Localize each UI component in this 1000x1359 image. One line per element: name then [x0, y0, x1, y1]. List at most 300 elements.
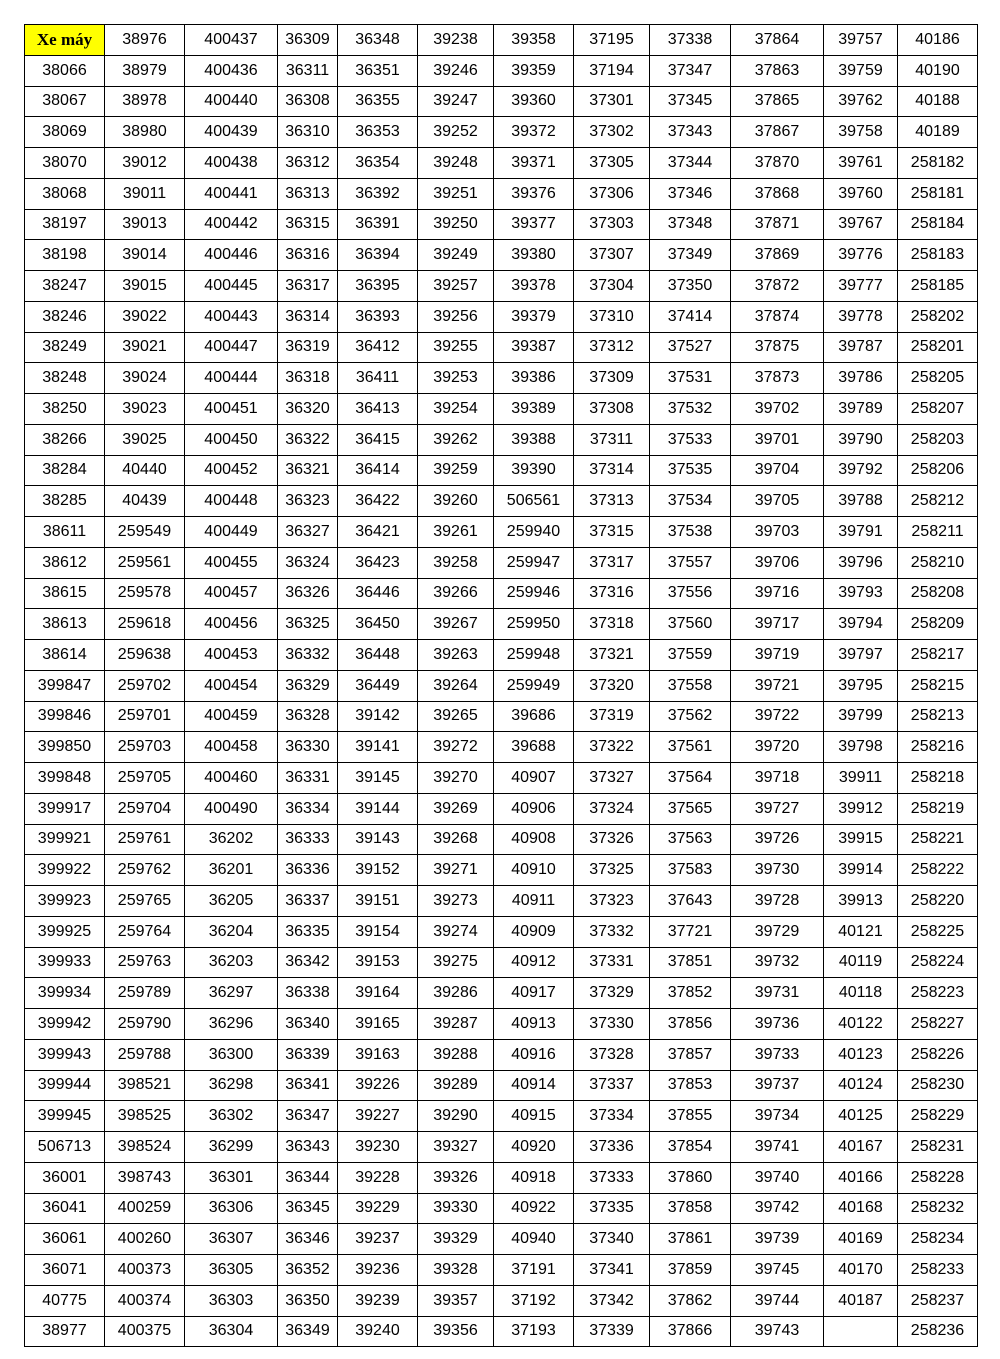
table-cell: 36328: [278, 701, 338, 732]
table-cell: 39791: [824, 517, 898, 548]
table-cell: 400454: [185, 670, 278, 701]
table-cell: 36351: [338, 55, 418, 86]
table-cell: 36314: [278, 301, 338, 332]
table-cell: 400437: [185, 25, 278, 56]
table-cell: 39706: [731, 547, 824, 578]
table-cell: 39228: [338, 1162, 418, 1193]
table-cell: 400460: [185, 763, 278, 794]
table-cell: 40121: [824, 916, 898, 947]
table-cell: 37337: [574, 1070, 650, 1101]
table-cell: 36327: [278, 517, 338, 548]
table-cell: 39718: [731, 763, 824, 794]
table-cell: 39250: [418, 209, 494, 240]
table-cell: 399945: [25, 1101, 105, 1132]
table-cell: 40123: [824, 1039, 898, 1070]
table-row: [25, 240, 978, 271]
table-cell: 36308: [278, 86, 338, 117]
table-cell: 259549: [105, 517, 185, 548]
table-cell: 40913: [494, 1009, 574, 1040]
table-cell: 40906: [494, 793, 574, 824]
table-cell: 258216: [898, 732, 978, 763]
table-cell: 39787: [824, 332, 898, 363]
table-row: [25, 394, 978, 425]
table-cell: 36412: [338, 332, 418, 363]
table-cell: 39163: [338, 1039, 418, 1070]
table-row: [25, 1039, 978, 1070]
table-cell: 38614: [25, 640, 105, 671]
table-cell: 39716: [731, 578, 824, 609]
table-cell: 37852: [650, 978, 731, 1009]
table-row: [25, 86, 978, 117]
table-cell: 36071: [25, 1255, 105, 1286]
table-cell: 37721: [650, 916, 731, 947]
table-cell: 39257: [418, 271, 494, 302]
table-cell: 40908: [494, 824, 574, 855]
table-cell: 39226: [338, 1070, 418, 1101]
table-cell: 39722: [731, 701, 824, 732]
table-cell: 258205: [898, 363, 978, 394]
table-cell: 259940: [494, 517, 574, 548]
table-cell: 37558: [650, 670, 731, 701]
table-cell: 40169: [824, 1224, 898, 1255]
table-cell: 37321: [574, 640, 650, 671]
table-cell: 38197: [25, 209, 105, 240]
table-cell: 506713: [25, 1132, 105, 1163]
table-cell: 38066: [25, 55, 105, 86]
table-cell: 40922: [494, 1193, 574, 1224]
table-cell: 40910: [494, 855, 574, 886]
table-cell: 37324: [574, 793, 650, 824]
table-cell: 37853: [650, 1070, 731, 1101]
table-body: [25, 25, 978, 1347]
table-cell: 37335: [574, 1193, 650, 1224]
table-cell: 37311: [574, 424, 650, 455]
table-cell: 36298: [185, 1070, 278, 1101]
table-cell: 259790: [105, 1009, 185, 1040]
table-cell: 400450: [185, 424, 278, 455]
table-cell: 39229: [338, 1193, 418, 1224]
table-cell: 39025: [105, 424, 185, 455]
table-cell: 40912: [494, 947, 574, 978]
table-cell: 39256: [418, 301, 494, 332]
table-cell: 37414: [650, 301, 731, 332]
table-cell: 259618: [105, 609, 185, 640]
table-cell: 37301: [574, 86, 650, 117]
table-cell: 259765: [105, 886, 185, 917]
table-cell: 36331: [278, 763, 338, 794]
table-cell: 36317: [278, 271, 338, 302]
table-cell: 39704: [731, 455, 824, 486]
table-cell: 37866: [650, 1316, 731, 1347]
table-cell: 36313: [278, 178, 338, 209]
table-cell: 258201: [898, 332, 978, 363]
table-cell: 37347: [650, 55, 731, 86]
table-cell: 39263: [418, 640, 494, 671]
table-cell: 37302: [574, 117, 650, 148]
table-row: [25, 1101, 978, 1132]
table-cell: 36302: [185, 1101, 278, 1132]
table-cell: 39265: [418, 701, 494, 732]
table-cell: 37857: [650, 1039, 731, 1070]
table-cell: 259704: [105, 793, 185, 824]
table-cell: 258203: [898, 424, 978, 455]
table-cell: 400374: [105, 1285, 185, 1316]
table-cell: 36450: [338, 609, 418, 640]
table-cell: 37192: [494, 1285, 574, 1316]
table-cell: 258221: [898, 824, 978, 855]
table-cell: 37306: [574, 178, 650, 209]
table-cell: 37319: [574, 701, 650, 732]
table-cell: 39760: [824, 178, 898, 209]
table-cell: 36303: [185, 1285, 278, 1316]
table-cell: 400458: [185, 732, 278, 763]
table-row: [25, 363, 978, 394]
table-cell: 37318: [574, 609, 650, 640]
table-cell: 36413: [338, 394, 418, 425]
table-cell: 37307: [574, 240, 650, 271]
table-row: [25, 824, 978, 855]
table-cell: 37333: [574, 1162, 650, 1193]
table-cell: 39761: [824, 148, 898, 179]
table-cell: 38611: [25, 517, 105, 548]
table-cell: 40918: [494, 1162, 574, 1193]
table-cell: 400441: [185, 178, 278, 209]
table-cell: 39022: [105, 301, 185, 332]
table-cell: 37557: [650, 547, 731, 578]
table-cell: 39264: [418, 670, 494, 701]
table-cell: 36305: [185, 1255, 278, 1286]
table-cell: 39252: [418, 117, 494, 148]
table-cell: 39153: [338, 947, 418, 978]
table-row: [25, 25, 978, 56]
table-cell: 400260: [105, 1224, 185, 1255]
table-cell: 39702: [731, 394, 824, 425]
table-row: [25, 1070, 978, 1101]
table-cell: 39253: [418, 363, 494, 394]
table-cell: 259701: [105, 701, 185, 732]
table-cell: 258230: [898, 1070, 978, 1101]
table-cell: 36330: [278, 732, 338, 763]
table-cell: 36392: [338, 178, 418, 209]
table-cell: 258182: [898, 148, 978, 179]
table-cell: 36205: [185, 886, 278, 917]
table-cell: 36315: [278, 209, 338, 240]
table-cell: 39737: [731, 1070, 824, 1101]
table-cell: 399922: [25, 855, 105, 886]
table-cell: 36312: [278, 148, 338, 179]
table-cell: 39011: [105, 178, 185, 209]
table-cell: 39389: [494, 394, 574, 425]
table-row: [25, 670, 978, 701]
table-cell: 40168: [824, 1193, 898, 1224]
table-cell: 36421: [338, 517, 418, 548]
table-cell: 36393: [338, 301, 418, 332]
table-cell: 258234: [898, 1224, 978, 1255]
table-cell: 37312: [574, 332, 650, 363]
table-cell: 36041: [25, 1193, 105, 1224]
table-cell: 38198: [25, 240, 105, 271]
table-cell: 39258: [418, 547, 494, 578]
table-cell: 37855: [650, 1101, 731, 1132]
table-cell: 38978: [105, 86, 185, 117]
table-cell: 39164: [338, 978, 418, 1009]
table-cell: 37560: [650, 609, 731, 640]
table-cell: 39778: [824, 301, 898, 332]
table-cell: 37345: [650, 86, 731, 117]
table-cell: 37341: [574, 1255, 650, 1286]
table-cell: 37874: [731, 301, 824, 332]
table-cell: 36318: [278, 363, 338, 394]
table-cell: 259788: [105, 1039, 185, 1070]
table-cell: 259761: [105, 824, 185, 855]
table-cell: 39719: [731, 640, 824, 671]
table-cell: 36335: [278, 916, 338, 947]
table-cell: 400373: [105, 1255, 185, 1286]
table-cell: 36304: [185, 1316, 278, 1347]
table-cell: 39165: [338, 1009, 418, 1040]
table-row: [25, 486, 978, 517]
table-cell: 259705: [105, 763, 185, 794]
table-cell: 37534: [650, 486, 731, 517]
table-cell: 39378: [494, 271, 574, 302]
table-cell: 36323: [278, 486, 338, 517]
table-cell: 40917: [494, 978, 574, 1009]
table-cell: 37851: [650, 947, 731, 978]
table-cell: 37191: [494, 1255, 574, 1286]
table-cell: 258222: [898, 855, 978, 886]
table-cell: 37326: [574, 824, 650, 855]
table-cell: 39740: [731, 1162, 824, 1193]
table-row: [25, 855, 978, 886]
table-cell: 40775: [25, 1285, 105, 1316]
table-cell: 37531: [650, 363, 731, 394]
table-cell: 37562: [650, 701, 731, 732]
table-cell: 39249: [418, 240, 494, 271]
table-cell: 38980: [105, 117, 185, 148]
table-cell: 39286: [418, 978, 494, 1009]
table-cell: 39790: [824, 424, 898, 455]
table-cell: 39238: [418, 25, 494, 56]
table-cell: 39141: [338, 732, 418, 763]
table-cell: 259789: [105, 978, 185, 1009]
table-cell: 37348: [650, 209, 731, 240]
table-cell: 36204: [185, 916, 278, 947]
table-cell: 258220: [898, 886, 978, 917]
table-cell: 39272: [418, 732, 494, 763]
table-cell: 37532: [650, 394, 731, 425]
table-cell: 258211: [898, 517, 978, 548]
table-cell: 36391: [338, 209, 418, 240]
table-cell: 400490: [185, 793, 278, 824]
table-cell: 37563: [650, 824, 731, 855]
table-cell: 36001: [25, 1162, 105, 1193]
table-cell: 39274: [418, 916, 494, 947]
table-cell: 37331: [574, 947, 650, 978]
table-cell: 37340: [574, 1224, 650, 1255]
table-cell: 39786: [824, 363, 898, 394]
table-cell: 258227: [898, 1009, 978, 1040]
table-cell: 40916: [494, 1039, 574, 1070]
table-cell: 36320: [278, 394, 338, 425]
table-cell: 259561: [105, 547, 185, 578]
table-cell: 37871: [731, 209, 824, 240]
table-cell: 37334: [574, 1101, 650, 1132]
table-cell: 40920: [494, 1132, 574, 1163]
table-cell: 40190: [898, 55, 978, 86]
table-cell: 259763: [105, 947, 185, 978]
table-cell: 36307: [185, 1224, 278, 1255]
table-cell: 40124: [824, 1070, 898, 1101]
table-cell: 37870: [731, 148, 824, 179]
table-cell: 39328: [418, 1255, 494, 1286]
table-row: [25, 1316, 978, 1347]
table-cell: 36345: [278, 1193, 338, 1224]
table-row: [25, 1224, 978, 1255]
table-cell: 36448: [338, 640, 418, 671]
table-cell: 38250: [25, 394, 105, 425]
table-cell: 39358: [494, 25, 574, 56]
table-cell: 258202: [898, 301, 978, 332]
table-cell: 36340: [278, 1009, 338, 1040]
table-cell: 39721: [731, 670, 824, 701]
table-cell: 39377: [494, 209, 574, 240]
table-cell: 40914: [494, 1070, 574, 1101]
table-cell: 400438: [185, 148, 278, 179]
table-cell: 38249: [25, 332, 105, 363]
table-cell: 40907: [494, 763, 574, 794]
table-cell: 38248: [25, 363, 105, 394]
table-cell: 37538: [650, 517, 731, 548]
table-row: [25, 732, 978, 763]
table-cell: 37864: [731, 25, 824, 56]
table-cell: 39720: [731, 732, 824, 763]
table-cell: 39240: [338, 1316, 418, 1347]
table-cell: 39151: [338, 886, 418, 917]
table-cell: 259947: [494, 547, 574, 578]
table-row: [25, 148, 978, 179]
table-row: [25, 578, 978, 609]
table-cell: 40167: [824, 1132, 898, 1163]
table-cell: 39290: [418, 1101, 494, 1132]
table-cell: 40170: [824, 1255, 898, 1286]
table-cell: 259949: [494, 670, 574, 701]
table-cell: 259946: [494, 578, 574, 609]
table-cell: 39288: [418, 1039, 494, 1070]
table-cell: 39796: [824, 547, 898, 578]
table-cell: 258228: [898, 1162, 978, 1193]
table-cell: 400259: [105, 1193, 185, 1224]
table-cell: 39911: [824, 763, 898, 794]
table-cell: 259703: [105, 732, 185, 763]
table-cell: 40440: [105, 455, 185, 486]
table-cell: 37193: [494, 1316, 574, 1347]
table-cell: 39254: [418, 394, 494, 425]
table-cell: 39788: [824, 486, 898, 517]
table-cell: 39744: [731, 1285, 824, 1316]
table-cell: 36394: [338, 240, 418, 271]
table-cell: 400455: [185, 547, 278, 578]
table-cell: 39390: [494, 455, 574, 486]
table-cell: 37533: [650, 424, 731, 455]
table-cell: 39267: [418, 609, 494, 640]
table-cell: 39021: [105, 332, 185, 363]
table-cell: 39269: [418, 793, 494, 824]
table-cell: 36338: [278, 978, 338, 1009]
table-cell: 36311: [278, 55, 338, 86]
table-cell: 39767: [824, 209, 898, 240]
table-cell: 36325: [278, 609, 338, 640]
table-cell: 37322: [574, 732, 650, 763]
table-cell: 39729: [731, 916, 824, 947]
table-cell: 400449: [185, 517, 278, 548]
table-cell: 36337: [278, 886, 338, 917]
table-cell: 37856: [650, 1009, 731, 1040]
table-row: [25, 1285, 978, 1316]
table-cell: 39789: [824, 394, 898, 425]
table-cell: 258210: [898, 547, 978, 578]
table-cell: 258208: [898, 578, 978, 609]
table-cell: 39380: [494, 240, 574, 271]
table-cell: 36344: [278, 1162, 338, 1193]
table-cell: 40915: [494, 1101, 574, 1132]
table-cell: 37350: [650, 271, 731, 302]
table-cell: 40189: [898, 117, 978, 148]
table-cell: 36347: [278, 1101, 338, 1132]
table-row: [25, 1162, 978, 1193]
table-cell: 36446: [338, 578, 418, 609]
table-cell: 37314: [574, 455, 650, 486]
table-cell: 258212: [898, 486, 978, 517]
table-cell: 39376: [494, 178, 574, 209]
table-cell: 398521: [105, 1070, 185, 1101]
table-cell: 36395: [338, 271, 418, 302]
table-cell: 37527: [650, 332, 731, 363]
table-cell: 258185: [898, 271, 978, 302]
table-cell: 398524: [105, 1132, 185, 1163]
table-cell: 39743: [731, 1316, 824, 1347]
table-cell: 36341: [278, 1070, 338, 1101]
table-cell: 39371: [494, 148, 574, 179]
table-cell: 37327: [574, 763, 650, 794]
table-row: [25, 547, 978, 578]
table-cell: 37342: [574, 1285, 650, 1316]
table-cell: 40909: [494, 916, 574, 947]
table-row: [25, 55, 978, 86]
table-cell: 39386: [494, 363, 574, 394]
table-cell: 36352: [278, 1255, 338, 1286]
table-cell: 36202: [185, 824, 278, 855]
table-cell: 258184: [898, 209, 978, 240]
table-cell: 400451: [185, 394, 278, 425]
table-cell: 259948: [494, 640, 574, 671]
table-cell: 39261: [418, 517, 494, 548]
table-cell: 38067: [25, 86, 105, 117]
table-row: [25, 332, 978, 363]
table-cell: 399944: [25, 1070, 105, 1101]
table-cell: 39236: [338, 1255, 418, 1286]
table-cell: 39145: [338, 763, 418, 794]
table-cell: 39024: [105, 363, 185, 394]
table-cell: 36310: [278, 117, 338, 148]
table-cell: 258224: [898, 947, 978, 978]
table-cell: 39012: [105, 148, 185, 179]
table-cell: 40125: [824, 1101, 898, 1132]
table-cell: 39270: [418, 763, 494, 794]
table-cell: 399923: [25, 886, 105, 917]
table-cell: 36414: [338, 455, 418, 486]
table-cell: 36350: [278, 1285, 338, 1316]
table-cell: 36297: [185, 978, 278, 1009]
